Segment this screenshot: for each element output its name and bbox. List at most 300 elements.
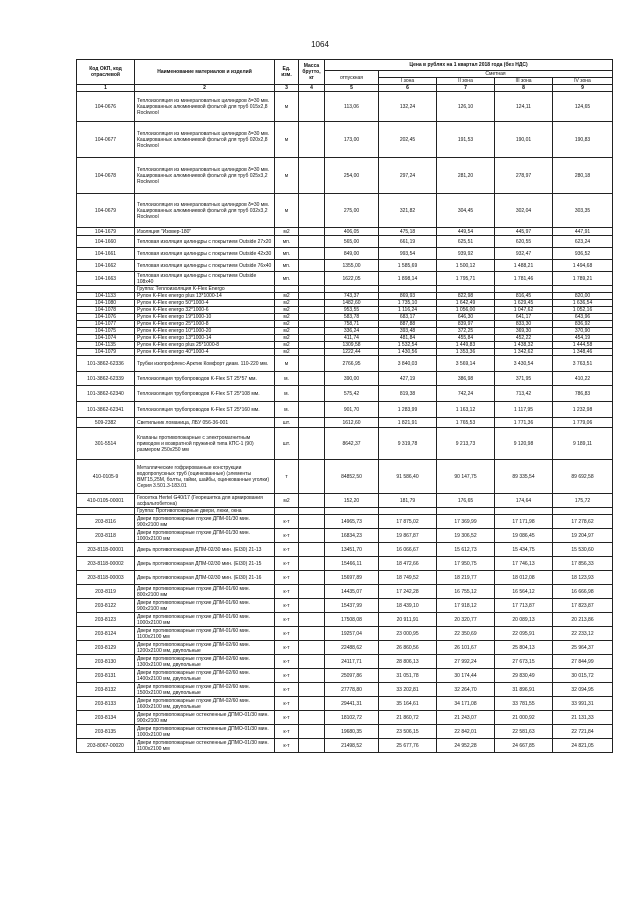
row-price-zone2: 20 320,77 xyxy=(437,613,495,627)
table-row xyxy=(77,328,613,335)
row-unit: к-т xyxy=(275,585,299,599)
row-price-release: 406,05 xyxy=(325,228,379,236)
row-price-zone1: 3 840,03 xyxy=(379,356,437,372)
row-price-zone2: 9 213,73 xyxy=(437,428,495,460)
row-mass xyxy=(299,739,325,753)
row-price-zone4: 17 823,87 xyxy=(553,599,613,613)
row-price-zone3: 24 667,85 xyxy=(495,739,553,753)
row-code: 203-8134 xyxy=(77,711,135,725)
page-number: 1064 xyxy=(311,40,329,49)
table-row xyxy=(77,529,613,543)
row-mass xyxy=(299,669,325,683)
row-code: 203-8118-00002 xyxy=(77,557,135,571)
row-code: 104-1078 xyxy=(77,307,135,314)
row-name: Двери противопожарные глухие ДПМ-02/60 мин. 1400х2100 мм, двупольные xyxy=(135,669,275,683)
table-row xyxy=(77,228,613,236)
row-price-zone2 xyxy=(437,286,495,293)
row-price-zone2: 625,51 xyxy=(437,236,495,248)
row-price-zone3: 17 746,13 xyxy=(495,557,553,571)
table-row xyxy=(77,402,613,418)
table-row xyxy=(77,725,613,739)
row-code: 203-8067-00020 xyxy=(77,739,135,753)
row-price-zone3: 21 000,92 xyxy=(495,711,553,725)
row-price-zone4: 124,65 xyxy=(553,92,613,122)
row-unit: м xyxy=(275,356,299,372)
row-price-zone1: 23 506,15 xyxy=(379,725,437,739)
row-price-zone1: 21 860,72 xyxy=(379,711,437,725)
colnum: 5 xyxy=(325,85,379,92)
row-price-release: 84852,50 xyxy=(325,460,379,494)
row-price-zone1: 427,19 xyxy=(379,372,437,386)
row-price-zone4: 21 131,33 xyxy=(553,711,613,725)
row-mass xyxy=(299,328,325,335)
row-price-release: 113,06 xyxy=(325,92,379,122)
row-price-zone1: 481,84 xyxy=(379,335,437,342)
row-price-zone3: 445,97 xyxy=(495,228,553,236)
row-price-zone4: 370,90 xyxy=(553,328,613,335)
row-price-zone2: 18 219,77 xyxy=(437,571,495,585)
row-price-zone1: 33 202,81 xyxy=(379,683,437,697)
colnum: 1 xyxy=(77,85,135,92)
row-price-zone4: 17 278,62 xyxy=(553,515,613,529)
row-price-zone3: 1 781,46 xyxy=(495,272,553,286)
row-unit: м2 xyxy=(275,300,299,307)
row-price-zone4: 836,92 xyxy=(553,321,613,328)
row-price-zone2: 1 449,83 xyxy=(437,342,495,349)
row-price-zone2 xyxy=(437,508,495,515)
row-mass xyxy=(299,402,325,418)
row-price-zone2: 19 306,52 xyxy=(437,529,495,543)
row-mass xyxy=(299,342,325,349)
row-price-zone3: 452,22 xyxy=(495,335,553,342)
table-row xyxy=(77,194,613,228)
row-name: Рулон K-Flex energo 10*1000-20 xyxy=(135,328,275,335)
table-row xyxy=(77,386,613,402)
header-zone2: II зона xyxy=(437,78,495,85)
row-price-zone3: 1 771,36 xyxy=(495,418,553,428)
row-name: Двери противопожарные глухие ДПМ-01/30 мин. 1000х2100 мм xyxy=(135,529,275,543)
row-code: 104-0677 xyxy=(77,122,135,158)
row-price-zone2: 24 952,28 xyxy=(437,739,495,753)
row-code: 203-8131 xyxy=(77,669,135,683)
row-price-zone1: 17 242,28 xyxy=(379,585,437,599)
row-price-release: 25097,86 xyxy=(325,669,379,683)
row-price-zone2: 1 642,49 xyxy=(437,300,495,307)
row-price-release: 583,78 xyxy=(325,314,379,321)
row-price-zone4: 1 348,46 xyxy=(553,349,613,356)
table-row xyxy=(77,627,613,641)
header-code: Код ОКП, код отраслевой xyxy=(77,60,135,85)
table-row xyxy=(77,307,613,314)
row-price-release: 1222,44 xyxy=(325,349,379,356)
row-unit: к-т xyxy=(275,683,299,697)
table-row xyxy=(77,683,613,697)
row-unit: к-т xyxy=(275,529,299,543)
row-name: Рулон K-Flex energo 19*1000-10 xyxy=(135,314,275,321)
row-price-zone1: 202,45 xyxy=(379,122,437,158)
row-code: 203-8124 xyxy=(77,627,135,641)
row-name: Тепловая изоляция цилиндры с покрытием Outside 76х40 xyxy=(135,260,275,272)
row-price-zone1: 1 898,14 xyxy=(379,272,437,286)
row-price-zone4: 623,24 xyxy=(553,236,613,248)
row-price-zone4: 1 052,16 xyxy=(553,307,613,314)
colnum: 6 xyxy=(379,85,437,92)
row-price-zone4: 1 779,06 xyxy=(553,418,613,428)
row-name: Рулон K-Flex energo 50*1000-4 xyxy=(135,300,275,307)
row-price-zone2: 16 755,12 xyxy=(437,585,495,599)
row-name: Двери противопожарные глухие ДПМ-02/60 мин. 1200х2100 мм, двупольные xyxy=(135,641,275,655)
row-name: Клапаны противопожарные с электромагнитным приводом и возвратной пружиной типа КПС-1 (90) размером 250х250 мм xyxy=(135,428,275,460)
row-price-zone4: 643,96 xyxy=(553,314,613,321)
row-price-zone3: 713,42 xyxy=(495,386,553,402)
row-unit: к-т xyxy=(275,515,299,529)
row-mass xyxy=(299,655,325,669)
row-price-zone2: 176,65 xyxy=(437,494,495,508)
row-unit: м xyxy=(275,158,299,194)
row-unit: м2 xyxy=(275,328,299,335)
row-mass xyxy=(299,260,325,272)
row-price-zone4: 15 530,60 xyxy=(553,543,613,557)
row-name: Рулон K-Flex energo 25*1000-8 xyxy=(135,321,275,328)
row-price-zone1: 1 116,24 xyxy=(379,307,437,314)
row-price-release: 21498,52 xyxy=(325,739,379,753)
row-unit: к-т xyxy=(275,613,299,627)
row-price-zone1: 28 806,13 xyxy=(379,655,437,669)
row-unit: к-т xyxy=(275,641,299,655)
row-price-release: 575,42 xyxy=(325,386,379,402)
row-price-zone2: 34 171,08 xyxy=(437,697,495,711)
row-mass xyxy=(299,641,325,655)
row-name: Теплоизоляция из минераловатных цилиндров δ=30 мм. Кашированных алюминиевой фольгой для труб 015х2,8 Rockwool xyxy=(135,92,275,122)
row-name: Рулон K-Flex energo 32*1000-6 xyxy=(135,307,275,314)
table-row xyxy=(77,349,613,356)
row-unit: м2 xyxy=(275,307,299,314)
row-unit: м2 xyxy=(275,349,299,356)
table-row xyxy=(77,356,613,372)
row-name: Светильник ломаница, ЛБУ 056-36-001 xyxy=(135,418,275,428)
table-row xyxy=(77,158,613,194)
row-unit: к-т xyxy=(275,725,299,739)
row-price-zone4: 22 721,84 xyxy=(553,725,613,739)
row-price-zone2: 742,24 xyxy=(437,386,495,402)
row-price-release: 1612,60 xyxy=(325,418,379,428)
row-price-zone2: 839,97 xyxy=(437,321,495,328)
row-price-zone1: 1 283,99 xyxy=(379,402,437,418)
row-code: 203-8118-00001 xyxy=(77,543,135,557)
table-row xyxy=(77,372,613,386)
row-name: Рулон K-Flex energo plus 13*1000-14 xyxy=(135,293,275,300)
row-name: Двери противопожарные глухие ДПМ-01/60 мин. 1000х2100 мм xyxy=(135,613,275,627)
row-mass xyxy=(299,428,325,460)
row-price-zone4: 454,19 xyxy=(553,335,613,342)
row-price-release: 14435,07 xyxy=(325,585,379,599)
table-row xyxy=(77,300,613,307)
row-price-zone3: 1 488,21 xyxy=(495,260,553,272)
row-mass xyxy=(299,571,325,585)
row-price-release: 22488,62 xyxy=(325,641,379,655)
row-price-zone4 xyxy=(553,508,613,515)
row-name: Двери противопожарные глухие ДПМ-02/60 мин. 1600х2100 мм, двупольные xyxy=(135,697,275,711)
row-price-zone2: 1 056,00 xyxy=(437,307,495,314)
row-price-release: 743,37 xyxy=(325,293,379,300)
row-price-zone3: 20 089,13 xyxy=(495,613,553,627)
row-price-zone3: 25 804,13 xyxy=(495,641,553,655)
row-code: 101-3862-62339 xyxy=(77,372,135,386)
row-price-zone3: 15 434,75 xyxy=(495,543,553,557)
row-code: 410-0105-9 xyxy=(77,460,135,494)
row-code: 104-1080 xyxy=(77,300,135,307)
row-mass xyxy=(299,557,325,571)
row-code: 203-8116 xyxy=(77,515,135,529)
row-code: 203-8132 xyxy=(77,683,135,697)
row-price-zone1: 17 875,02 xyxy=(379,515,437,529)
row-price-zone3: 124,11 xyxy=(495,92,553,122)
table-row xyxy=(77,739,613,753)
row-price-zone3 xyxy=(495,508,553,515)
row-price-zone4: 1 789,21 xyxy=(553,272,613,286)
row-price-zone2: 126,10 xyxy=(437,92,495,122)
row-price-zone2: 1 500,12 xyxy=(437,260,495,272)
row-price-zone2: 17 950,75 xyxy=(437,557,495,571)
row-price-zone2: 372,25 xyxy=(437,328,495,335)
row-price-release: 13451,70 xyxy=(325,543,379,557)
row-price-zone1: 91 586,40 xyxy=(379,460,437,494)
row-code: 104-1075 xyxy=(77,328,135,335)
row-price-zone1: 869,93 xyxy=(379,293,437,300)
header-estimate: Сметная xyxy=(379,71,613,78)
row-name: Геосетка Hertel G40/17 (Георешетка для армирования асфальтобетона) xyxy=(135,494,275,508)
row-price-zone2: 822,98 xyxy=(437,293,495,300)
row-price-zone3: 89 335,54 xyxy=(495,460,553,494)
row-price-zone4: 25 964,37 xyxy=(553,641,613,655)
table-row xyxy=(77,508,613,515)
row-unit: к-т xyxy=(275,711,299,725)
row-price-release: 19680,35 xyxy=(325,725,379,739)
row-mass xyxy=(299,194,325,228)
table-row xyxy=(77,342,613,349)
row-price-zone1: 1 821,91 xyxy=(379,418,437,428)
row-name: Рулон K-Flex energo 13*1000-14 xyxy=(135,335,275,342)
row-mass xyxy=(299,599,325,613)
row-price-zone4: 33 991,31 xyxy=(553,697,613,711)
row-price-zone1: 19 867,87 xyxy=(379,529,437,543)
row-name: Двери противопожарные остекленные ДПМО-01/30 мин. 1000х2100 мм xyxy=(135,725,275,739)
table-row xyxy=(77,515,613,529)
row-name: Двери противопожарные остекленные ДПМО-01/30 мин. 900х2100 мм xyxy=(135,711,275,725)
row-price-zone4: 190,83 xyxy=(553,122,613,158)
row-price-zone1: 9 319,78 xyxy=(379,428,437,460)
row-mass xyxy=(299,460,325,494)
row-mass xyxy=(299,158,325,194)
row-code: 104-1076 xyxy=(77,314,135,321)
row-price-zone3: 29 830,49 xyxy=(495,669,553,683)
row-price-zone4: 24 821,05 xyxy=(553,739,613,753)
row-price-zone3: 1 342,62 xyxy=(495,349,553,356)
row-price-release: 901,70 xyxy=(325,402,379,418)
row-name: Тепловая изоляция цилиндры с покрытием Outside 27х20 xyxy=(135,236,275,248)
row-unit: к-т xyxy=(275,655,299,669)
row-unit xyxy=(275,286,299,293)
row-price-zone1: 321,82 xyxy=(379,194,437,228)
row-price-zone1: 132,24 xyxy=(379,92,437,122)
row-name: Рулон K-Flex energo plus 25*1000-8 xyxy=(135,342,275,349)
row-price-release: 15437,99 xyxy=(325,599,379,613)
row-price-zone1: 1 430,56 xyxy=(379,349,437,356)
row-code: 203-8118 xyxy=(77,529,135,543)
row-mass xyxy=(299,228,325,236)
table-row xyxy=(77,585,613,599)
row-price-zone2: 646,30 xyxy=(437,314,495,321)
row-price-release: 173,00 xyxy=(325,122,379,158)
row-code: 104-1079 xyxy=(77,349,135,356)
row-price-release: 19257,04 xyxy=(325,627,379,641)
row-name: Изоляция "Изовер-180" xyxy=(135,228,275,236)
row-name: Металлические гофрированные конструкции водопропускных труб (оцинкованные) (элементы ВМГ15,25М, болты, гайки, шайбы, оцинкованные уголки) Серия 3.501.3-183.01 xyxy=(135,460,275,494)
row-price-zone4: 19 204,97 xyxy=(553,529,613,543)
row-code: 104-1135 xyxy=(77,342,135,349)
row-price-release xyxy=(325,286,379,293)
table-row xyxy=(77,613,613,627)
row-mass xyxy=(299,321,325,328)
row-price-zone3: 17 713,87 xyxy=(495,599,553,613)
table-row xyxy=(77,293,613,300)
row-mass xyxy=(299,356,325,372)
row-code: 203-8119 xyxy=(77,585,135,599)
row-price-zone1: 683,17 xyxy=(379,314,437,321)
row-price-zone3: 9 120,98 xyxy=(495,428,553,460)
row-price-zone1: 26 860,56 xyxy=(379,641,437,655)
row-mass xyxy=(299,293,325,300)
row-price-zone2: 30 174,44 xyxy=(437,669,495,683)
row-mass xyxy=(299,300,325,307)
row-price-zone2: 939,92 xyxy=(437,248,495,260)
row-name: Дверь противопожарная ДПМ-02/30 мин. (EI30) 21-15 xyxy=(135,557,275,571)
header-zone1: I зона xyxy=(379,78,437,85)
row-price-zone4: 27 844,99 xyxy=(553,655,613,669)
header-zone4: IV зона xyxy=(553,78,613,85)
row-price-zone3: 1 047,62 xyxy=(495,307,553,314)
row-price-release: 14965,73 xyxy=(325,515,379,529)
row-mass xyxy=(299,314,325,321)
row-mass xyxy=(299,725,325,739)
price-table xyxy=(76,59,613,753)
row-unit: мп. xyxy=(275,260,299,272)
table-row xyxy=(77,641,613,655)
row-unit: м2 xyxy=(275,293,299,300)
row-code: 104-1074 xyxy=(77,335,135,342)
row-price-zone4: 30 015,72 xyxy=(553,669,613,683)
row-unit: м2 xyxy=(275,494,299,508)
row-unit: к-т xyxy=(275,697,299,711)
row-price-zone1: 661,19 xyxy=(379,236,437,248)
row-price-release xyxy=(325,508,379,515)
row-mass xyxy=(299,508,325,515)
row-mass xyxy=(299,349,325,356)
header-price-group: Цена в рублях на 1 квартал 2018 года (без НДС) xyxy=(325,60,613,71)
row-unit: к-т xyxy=(275,599,299,613)
row-price-release: 15466,11 xyxy=(325,557,379,571)
row-price-zone3: 31 896,91 xyxy=(495,683,553,697)
row-price-release: 1355,00 xyxy=(325,260,379,272)
row-price-zone2: 22 350,69 xyxy=(437,627,495,641)
table-row xyxy=(77,335,613,342)
row-price-zone1: 18 472,66 xyxy=(379,557,437,571)
row-price-zone3: 932,47 xyxy=(495,248,553,260)
row-price-zone4 xyxy=(553,286,613,293)
row-code: 410-0105-00001 xyxy=(77,494,135,508)
row-code: 509-2382 xyxy=(77,418,135,428)
row-price-zone3: 174,64 xyxy=(495,494,553,508)
row-mass xyxy=(299,543,325,557)
row-unit: м2 xyxy=(275,335,299,342)
row-mass xyxy=(299,92,325,122)
row-code xyxy=(77,508,135,515)
row-unit: м xyxy=(275,194,299,228)
row-code: 101-3862-62336 xyxy=(77,356,135,372)
row-unit: м2 xyxy=(275,228,299,236)
row-price-zone3: 816,45 xyxy=(495,293,553,300)
row-name: Двери противопожарные глухие ДПМ-01/30 мин. 900х2100 мм xyxy=(135,515,275,529)
table-row xyxy=(77,260,613,272)
row-code: 104-0678 xyxy=(77,158,135,194)
row-price-zone3: 1 117,95 xyxy=(495,402,553,418)
row-price-zone4: 936,52 xyxy=(553,248,613,260)
row-code: 104-1133 xyxy=(77,293,135,300)
row-price-zone1: 297,24 xyxy=(379,158,437,194)
row-code: 203-8122 xyxy=(77,599,135,613)
table-row xyxy=(77,599,613,613)
row-mass xyxy=(299,286,325,293)
row-price-zone3: 33 781,55 xyxy=(495,697,553,711)
row-price-zone2: 90 147,75 xyxy=(437,460,495,494)
row-unit: к-т xyxy=(275,739,299,753)
row-name: Тепловая изоляция цилиндры с покрытием Outside 42х30 xyxy=(135,248,275,260)
row-price-zone1: 993,54 xyxy=(379,248,437,260)
row-price-release: 1309,58 xyxy=(325,342,379,349)
row-mass xyxy=(299,418,325,428)
row-price-zone1: 1 532,54 xyxy=(379,342,437,349)
row-price-release: 8642,37 xyxy=(325,428,379,460)
row-mass xyxy=(299,248,325,260)
row-price-zone2: 17 369,99 xyxy=(437,515,495,529)
row-mass xyxy=(299,307,325,314)
row-price-zone3: 833,30 xyxy=(495,321,553,328)
row-mass xyxy=(299,122,325,158)
row-price-release: 254,00 xyxy=(325,158,379,194)
table-row xyxy=(77,248,613,260)
row-price-release: 275,00 xyxy=(325,194,379,228)
row-price-zone3: 371,95 xyxy=(495,372,553,386)
header-zone3: III зона xyxy=(495,78,553,85)
row-name: Тепловая изоляция цилиндры с покрытием Outside 108х40 xyxy=(135,272,275,286)
row-price-zone3: 620,55 xyxy=(495,236,553,248)
colnum: 3 xyxy=(275,85,299,92)
row-name: Группа: Теплоизоляция K-Flex Energo xyxy=(135,286,275,293)
row-price-zone1: 16 066,67 xyxy=(379,543,437,557)
table-header xyxy=(77,60,613,92)
row-price-release: 2766,95 xyxy=(325,356,379,372)
row-code: 101-3862-62341 xyxy=(77,402,135,418)
row-price-zone4: 16 666,98 xyxy=(553,585,613,599)
row-price-zone4: 1 444,58 xyxy=(553,342,613,349)
table-row xyxy=(77,557,613,571)
row-code: 104-1663 xyxy=(77,272,135,286)
row-price-zone2: 281,20 xyxy=(437,158,495,194)
table-body xyxy=(77,92,613,753)
row-price-zone2: 22 842,01 xyxy=(437,725,495,739)
row-name: Трубки изопрофлекс-Арктик Комфорт диам. 110-220 мм. xyxy=(135,356,275,372)
row-price-zone4: 22 233,12 xyxy=(553,627,613,641)
